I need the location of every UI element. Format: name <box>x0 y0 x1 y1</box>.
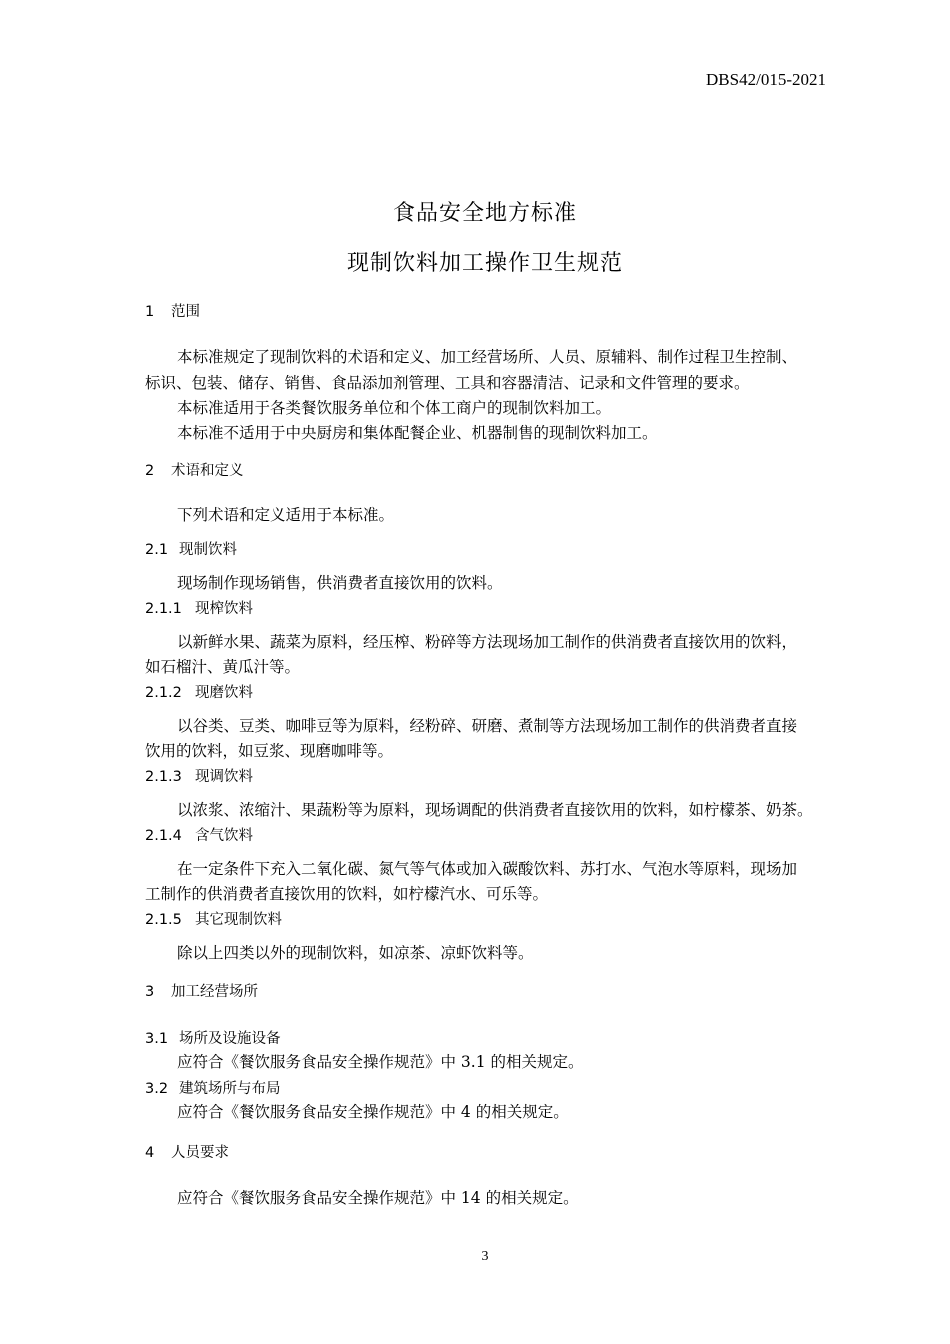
section-number: 3.2 <box>145 1081 169 1097</box>
section-title: 现榨饮料 <box>195 601 253 617</box>
paragraph-line: 应符合《餐饮服务食品安全操作规范》中 3.1 的相关规定。 <box>177 1053 584 1071</box>
section-number: 2.1.3 <box>145 769 182 785</box>
section-title: 场所及设施设备 <box>179 1031 281 1047</box>
subsection-2-1-3-heading <box>145 765 253 786</box>
subsection-3-1-heading <box>145 1027 281 1048</box>
paragraph-line: 除以上四类以外的现制饮料，如凉茶、凉虾饮料等。 <box>177 944 534 962</box>
paragraph-line: 应符合《餐饮服务食品安全操作规范》中 4 的相关规定。 <box>177 1103 569 1121</box>
section-number: 1 <box>145 304 155 320</box>
paragraph-line: 应符合《餐饮服务食品安全操作规范》中 14 的相关规定。 <box>177 1189 579 1207</box>
section-number: 2 <box>145 463 155 479</box>
paragraph-line: 以新鲜水果、蔬菜为原料，经压榨、粉碎等方法现场加工制作的供消费者直接饮用的饮料， <box>177 633 798 651</box>
section-1-heading <box>145 300 200 321</box>
section-number: 3.1 <box>145 1031 169 1047</box>
section-title: 含气饮料 <box>195 828 253 844</box>
section-title: 范围 <box>171 304 200 320</box>
section-number: 2.1.2 <box>145 685 182 701</box>
section-number: 4 <box>145 1145 155 1161</box>
section-number: 2.1 <box>145 542 169 558</box>
section-title: 现调饮料 <box>195 769 253 785</box>
section-number: 2.1.1 <box>145 601 182 617</box>
subsection-2-1-1-heading <box>145 597 253 618</box>
section-3-heading <box>145 980 258 1001</box>
paragraph-line: 工制作的供消费者直接饮用的饮料，如柠檬汽水、可乐等。 <box>145 885 549 903</box>
paragraph-line: 下列术语和定义适用于本标准。 <box>177 506 395 524</box>
section-2-heading <box>145 459 244 480</box>
paragraph-line: 本标准不适用于中央厨房和集体配餐企业、机器制售的现制饮料加工。 <box>177 424 658 442</box>
subsection-2-1-heading <box>145 538 237 559</box>
paragraph-line: 本标准适用于各类餐饮服务单位和个体工商户的现制饮料加工。 <box>177 399 612 417</box>
paragraph-line: 以谷类、豆类、咖啡豆等为原料，经粉碎、研磨、煮制等方法现场加工制作的供消费者直接 <box>177 717 798 735</box>
document-code: DBS42/015-2021 <box>706 70 826 89</box>
section-title: 人员要求 <box>171 1145 229 1161</box>
section-number: 2.1.4 <box>145 828 182 844</box>
section-title: 建筑场所与布局 <box>179 1081 281 1097</box>
paragraph-line: 如石榴汁、黄瓜汁等。 <box>145 658 301 676</box>
section-title: 术语和定义 <box>171 463 244 479</box>
paragraph-line: 饮用的饮料，如豆浆、现磨咖啡等。 <box>145 742 394 760</box>
subsection-2-1-2-heading <box>145 681 253 702</box>
section-title: 现磨饮料 <box>195 685 253 701</box>
paragraph-line: 现场制作现场销售，供消费者直接饮用的饮料。 <box>177 574 503 592</box>
subsection-2-1-4-heading <box>145 824 253 845</box>
paragraph-line: 以浓浆、浓缩汁、果蔬粉等为原料，现场调配的供消费者直接饮用的饮料，如柠檬茶、奶茶。 <box>177 801 813 819</box>
section-title: 其它现制饮料 <box>195 912 282 928</box>
paragraph-line: 在一定条件下充入二氧化碳、氮气等气体或加入碳酸饮料、苏打水、气泡水等原料，现场加 <box>177 860 798 878</box>
subsection-3-2-heading <box>145 1077 281 1098</box>
sub-title: 现制饮料加工操作卫生规范 <box>346 251 623 276</box>
paragraph-line: 标识、包装、储存、销售、食品添加剂管理、工具和容器清洁、记录和文件管理的要求。 <box>145 374 750 392</box>
section-number: 2.1.5 <box>145 912 182 928</box>
section-title: 加工经营场所 <box>171 984 258 1000</box>
section-4-heading <box>145 1141 229 1162</box>
paragraph-line: 本标准规定了现制饮料的术语和定义、加工经营场所、人员、原辅料、制作过程卫生控制、 <box>177 348 798 366</box>
page-number: 3 <box>481 1249 489 1264</box>
main-title: 食品安全地方标准 <box>392 201 577 226</box>
section-number: 3 <box>145 984 155 1000</box>
section-title: 现制饮料 <box>179 542 237 558</box>
subsection-2-1-5-heading <box>145 908 282 929</box>
